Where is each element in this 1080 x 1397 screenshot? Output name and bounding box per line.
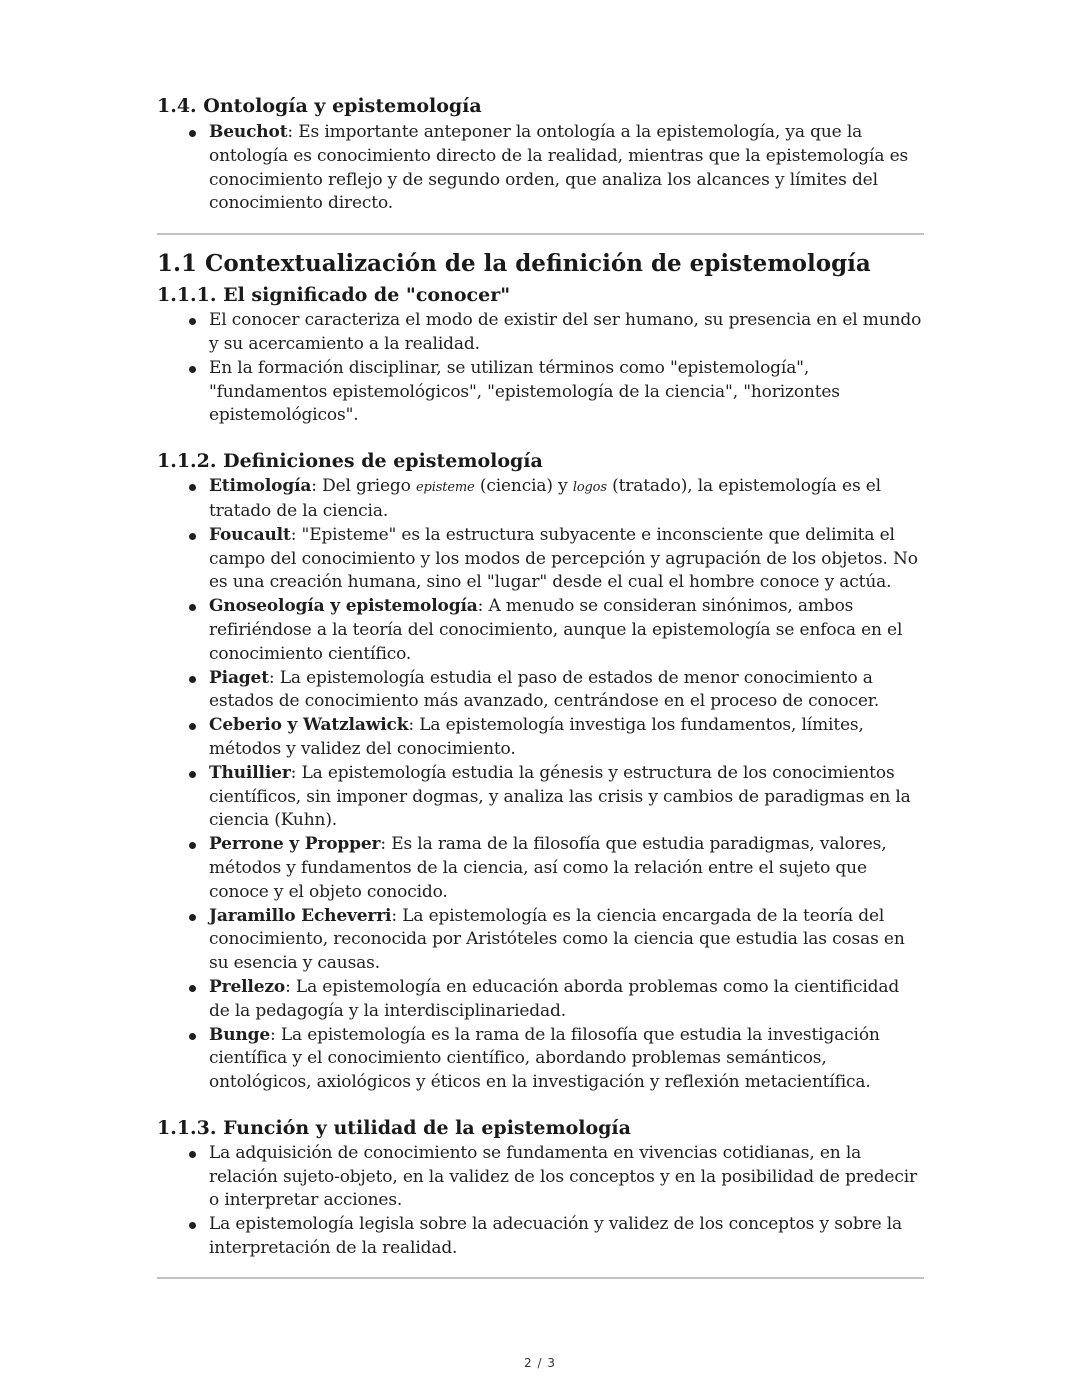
subsection-heading-definiciones: 1.1.2. Definiciones de epistemología [157, 450, 543, 473]
list-item [209, 976, 924, 1024]
subsection-heading-conocer: 1.1.1. El significado de "conocer" [157, 284, 511, 307]
definition-text: : La epistemología es la rama de la filosofía que estudia la investigación científica y el conocimiento científico, abordando problemas semánticos, ontológicos, axiológicos y éticos en la investigación y reflexión metacientífica. [209, 1024, 880, 1093]
term: Jaramillo Echeverri [209, 905, 392, 926]
term: Thuillier [209, 762, 291, 783]
list-item [209, 121, 924, 216]
definition-text: : La epistemología estudia el paso de estados de menor conocimiento a estados de conocimiento más avanzado, centrándose en el proceso de conocer. [209, 667, 880, 712]
list-funcion [157, 1142, 924, 1261]
list-item: El conocer caracteriza el modo de existir del ser humano, su presencia en el mundo y su acercamiento a la realidad. [209, 309, 924, 357]
term: Bunge [209, 1024, 271, 1045]
list-item [209, 714, 924, 762]
greek-word-episteme: episteme [416, 480, 475, 496]
definition-text: : La epistemología investiga los fundamentos, límites, métodos y validez del conocimiento. [209, 715, 864, 759]
subsection-heading-funcion: 1.1.3. Función y utilidad de la epistemología [157, 1116, 631, 1139]
divider [157, 233, 924, 235]
text-segment: (tratado), la epistemología es el tratado de la ciencia. [209, 476, 881, 521]
term: Foucault [209, 524, 291, 545]
definition-text: : A menudo se consideran sinónimos, ambos refiriéndose a la teoría del conocimiento, aunque la epistemología se enfoca en el conocimiento científico. [209, 596, 903, 664]
list-ontologia [157, 121, 924, 216]
page-title: 1.1 Contextualización de la definición de epistemología [157, 250, 871, 278]
definition-text: : "Episteme" es la estructura subyacente e inconsciente que delimita el campo del conocimiento y los modos de percepción y agrupación de los objetos. No es una creación humana, sino el "lugar" desde el cual el hombre conoce y actúa. [209, 524, 918, 593]
term: Prellezo [209, 976, 286, 997]
list-item-etimologia [209, 475, 924, 524]
text-segment: : Del griego [311, 476, 417, 497]
greek-word-logos: logos [572, 480, 607, 496]
term: Gnoseología y epistemología [209, 596, 478, 617]
definition-text: : Es importante anteponer la ontología a la epistemología, ya que la ontología es conocimiento directo de la realidad, mientras que la epistemología es conocimiento reflejo y de segundo orden, que analiza los alcances y límites del conocimiento directo. [209, 122, 909, 214]
term: Ceberio y Watzlawick [209, 715, 409, 736]
list-item [209, 1024, 924, 1095]
list-item [209, 524, 924, 595]
definition-text: : La epistemología estudia la génesis y estructura de los conocimientos científicos, sin imponer dogmas, y analiza las crisis y cambios de paradigmas en la ciencia (Kuhn). [209, 762, 911, 831]
list-item [209, 833, 924, 904]
definition-text: : La epistemología en educación aborda problemas como la cientificidad de la pedagogía y la interdisciplinariedad. [209, 976, 900, 1021]
term: Piaget [209, 667, 269, 688]
list-item [209, 762, 924, 833]
list-item: La adquisición de conocimiento se fundamenta en vivencias cotidianas, en la relación sujeto-objeto, en la validez de los conceptos y en la posibilidad de predecir o interpretar acciones. [209, 1142, 924, 1213]
list-definiciones [157, 475, 924, 1095]
document-page [157, 93, 924, 1279]
list-item [209, 905, 924, 976]
list-item [209, 667, 924, 715]
term: Etimología [209, 476, 312, 497]
page-number: 2 / 3 [524, 1356, 556, 1370]
definition-text: : Es la rama de la filosofía que estudia paradigmas, valores, métodos y fundamentos de la ciencia, así como la relación entre el sujeto que conoce y el objeto conocido. [209, 834, 887, 902]
list-item [209, 595, 924, 666]
list-conocer [157, 309, 924, 428]
list-item: La epistemología legisla sobre la adecuación y validez de los conceptos y sobre la interpretación de la realidad. [209, 1213, 924, 1261]
divider [157, 1277, 924, 1279]
definition-text: : La epistemología es la ciencia encargada de la teoría del conocimiento, reconocida por Aristóteles como la ciencia que estudia las cosas en su esencia y causas. [209, 905, 905, 974]
list-item: En la formación disciplinar, se utilizan términos como "epistemología", "fundamentos epistemológicos", "epistemología de la ciencia", "horizontes epistemológicos". [209, 357, 924, 428]
term: Beuchot [209, 122, 288, 142]
term: Perrone y Propper [209, 834, 381, 855]
section-heading-ontologia: 1.4. Ontología y epistemología [157, 95, 482, 117]
text-segment: (ciencia) y [474, 476, 573, 497]
